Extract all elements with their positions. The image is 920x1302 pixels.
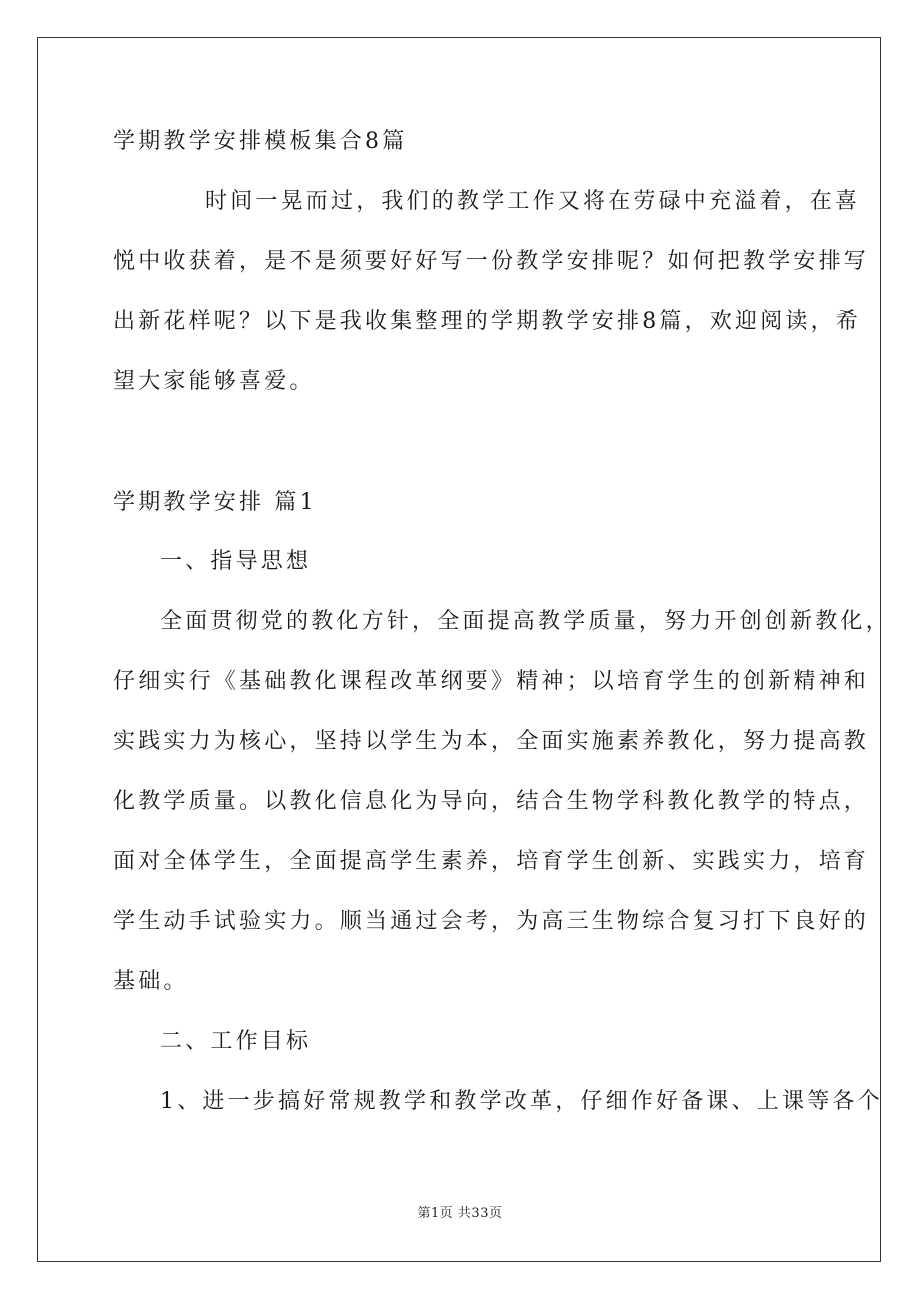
sub-heading-work-goals: 二、工作目标 [160, 1029, 312, 1054]
intro-line: 时间一晃而过，我们的教学工作又将在劳碌中充溢着，在喜 [205, 189, 861, 214]
intro-line: 悦中收获着，是不是须要好好写一份教学安排呢？如何把教学安排写 [113, 249, 870, 274]
paragraph-line: 1、进一步搞好常规教学和教学改革，仔细作好备课、上课等各个 [160, 1089, 883, 1114]
intro-line: 望大家能够喜爱。 [113, 369, 315, 394]
paragraph-line: 学生动手试验实力。顺当通过会考，为高三生物综合复习打下良好的 [113, 909, 870, 934]
paragraph-line: 仔细实行《基础教化课程改革纲要》精神；以培育学生的创新精神和 [113, 669, 870, 694]
paragraph-line: 全面贯彻党的教化方针，全面提高教学质量，努力开创创新教化， [160, 609, 891, 634]
section-heading: 学期教学安排 篇1 [113, 490, 317, 515]
paragraph-line: 基础。 [113, 969, 189, 994]
sub-heading-guiding-ideology: 一、指导思想 [160, 549, 312, 574]
document-title: 学期教学安排模板集合8篇 [113, 129, 408, 154]
intro-line: 出新花样呢？以下是我收集整理的学期教学安排8篇，欢迎阅读，希 [113, 309, 861, 334]
page-border [37, 37, 881, 1262]
paragraph-line: 面对全体学生，全面提高学生素养，培育学生创新、实践实力，培育 [113, 849, 870, 874]
paragraph-line: 实践实力为核心，坚持以学生为本，全面实施素养教化，努力提高教 [113, 729, 870, 754]
paragraph-line: 化教学质量。以教化信息化为导向，结合生物学科教化教学的特点， [113, 789, 870, 814]
page-number-footer: 第1页 共33页 [417, 1206, 503, 1221]
